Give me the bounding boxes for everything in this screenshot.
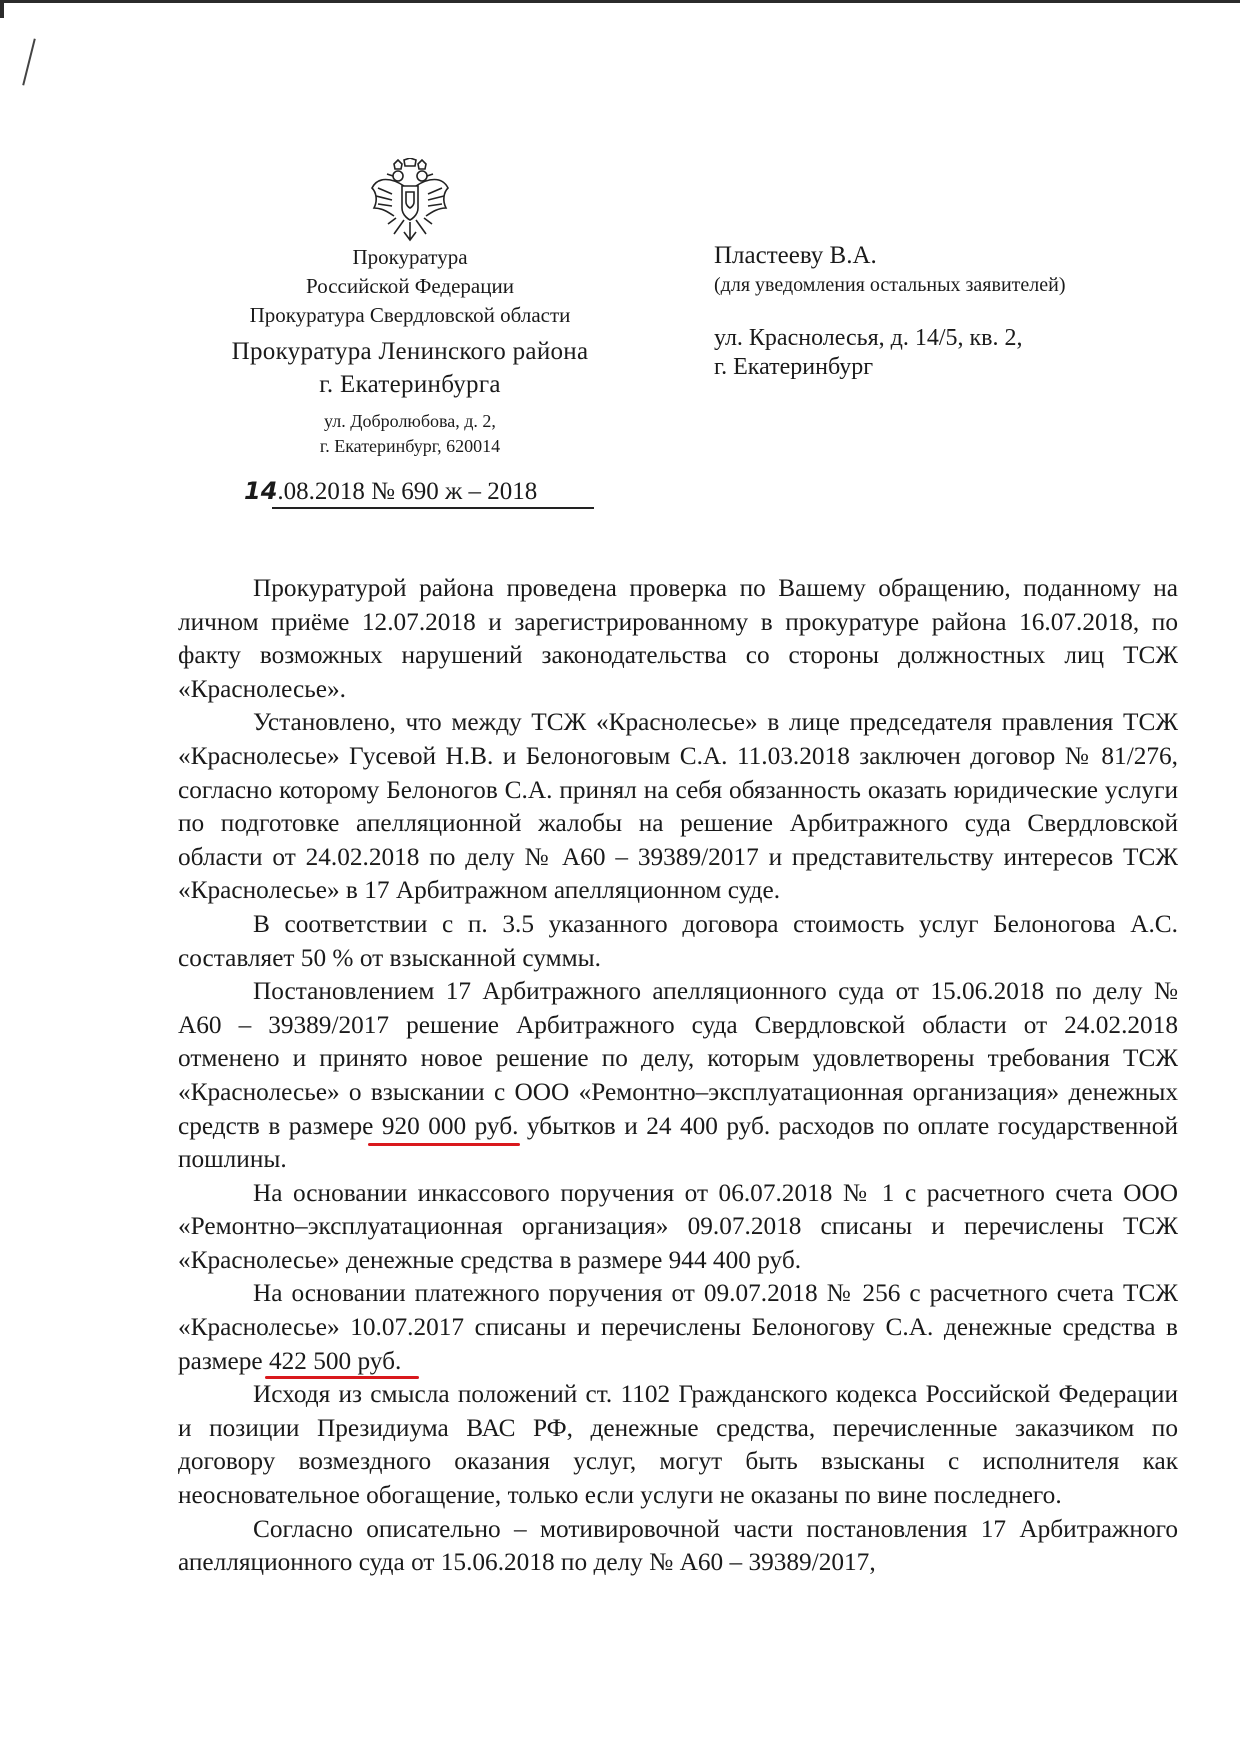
paragraph-1: Прокуратурой района проведена проверка по Вашему обращению, поданному на личном приёме 12.07.2018 и зарегистрированному в прокуратуре района 16.07.2018, по факту возможных нарушений законодательства со стороны должностных лиц ТСЖ «Краснолесье». [178, 574, 1178, 703]
paragraph-6-text-a: На основании платежного поручения от 09.07.2018 № 256 с расчетного счета ТСЖ «Краснолесье» 10.07.2017 списаны и перечислены Белоногову С.А. денежные средства в размере [178, 1279, 1178, 1375]
paragraph-4 [178, 975, 1178, 1177]
amount-2-text: 422 500 руб. [268, 1346, 402, 1375]
registration-underline [272, 507, 594, 509]
amount-1-text: 920 000 руб. [381, 1111, 519, 1140]
coat-of-arms-icon [368, 158, 452, 244]
sender-address-1: ул. Добролюбова, д. 2, [324, 411, 496, 431]
paragraph-3: В соответствии с п. 3.5 указанного договора стоимость услуг Белоногова А.С. составляет 50 % от взысканной суммы. [178, 909, 1178, 972]
registration-number [244, 474, 594, 508]
sender-line-5: г. Екатеринбурга [319, 371, 501, 398]
recipient-name: Пластееву В.А. [714, 242, 877, 269]
sender-block [200, 243, 620, 459]
recipient-address-1: ул. Краснолесья, д. 14/5, кв. 2, [714, 325, 1023, 351]
sender-line-4: Прокуратура Ленинского района [231, 338, 589, 365]
highlighted-amount-2 [269, 1347, 401, 1375]
letter-body [178, 572, 1178, 1580]
registration-day: 14 [244, 477, 278, 505]
scan-edge-left [0, 0, 4, 18]
sender-address-2: г. Екатеринбург, 620014 [319, 436, 501, 456]
paragraph-5: На основании инкассового поручения от 06.07.2018 № 1 с расчетного счета ООО «Ремонтно–эксплуатационная организация» 09.07.2018 списаны и перечислены ТСЖ «Краснолесье» денежные средства в размере 944 400 руб. [178, 1178, 1178, 1274]
recipient-address-2: г. Екатеринбург [714, 354, 874, 380]
paragraph-2: Установлено, что между ТСЖ «Краснолесье» в лице председателя правления ТСЖ «Краснолесье» Гусевой Н.В. и Белоноговым С.А. 11.03.2018 заключен договор № 81/276, согласно которому Белоногов С.А. принял на себя обязанность оказать юридические услуги по подготовке апелляционной жалобы на решение Арбитражного суда Свердловской области от 24.02.2018 по делу № А60 – 39389/2017 и представительству интересов ТСЖ «Краснолесье» в 17 Арбитражном апелляционном суде. [178, 708, 1178, 905]
recipient-note: (для уведомления остальных заявителей) [714, 274, 1066, 296]
scan-edge-top [0, 0, 1240, 3]
red-underline-1 [368, 1143, 521, 1146]
paragraph-4-text-b: убытков и 24 400 руб. расходов по оплате государственной пошлины. [178, 1111, 1178, 1174]
paragraph-7: Исходя из смысла положений ст. 1102 Гражданского кодекса Российской Федерации и позиции Президиума ВАС РФ, денежные средства, перечисленные заказчиком по договору возмездного оказания услуг, могут быть взысканы с исполнителя как неосновательное обогащение, только если услуги не оказаны по вине последнего. [178, 1380, 1178, 1510]
registration-rest: .08.2018 № 690 ж – 2018 [277, 478, 538, 505]
paragraph-8: Согласно описательно – мотивировочной части постановления 17 Арбитражного апелляционного суда от 15.06.2018 по делу № А60 – 39389/2017, [178, 1514, 1178, 1577]
sender-line-2: Российской Федерации [306, 274, 514, 298]
red-underline-2 [265, 1376, 419, 1379]
sender-line-3: Прокуратура Свердловской области [249, 303, 571, 327]
sender-address [200, 409, 620, 459]
recipient-block [714, 240, 1184, 382]
paragraph-4-text-a: Постановлением 17 Арбитражного апелляционного суда от 15.06.2018 по делу № А60 – 39389/2017 решение Арбитражного суда Свердловской области от 24.02.2018 отменено и принято новое решение по делу, которым удовлетворены требования ТСЖ «Краснолесье» о взыскании с ООО «Ремонтно–эксплуатационная организация» денежных средств в размере [178, 977, 1178, 1140]
sender-line-1: Прокуратура [352, 245, 468, 269]
pen-mark [22, 38, 36, 85]
highlighted-amount-1 [382, 1112, 519, 1140]
paragraph-6 [178, 1277, 1178, 1378]
